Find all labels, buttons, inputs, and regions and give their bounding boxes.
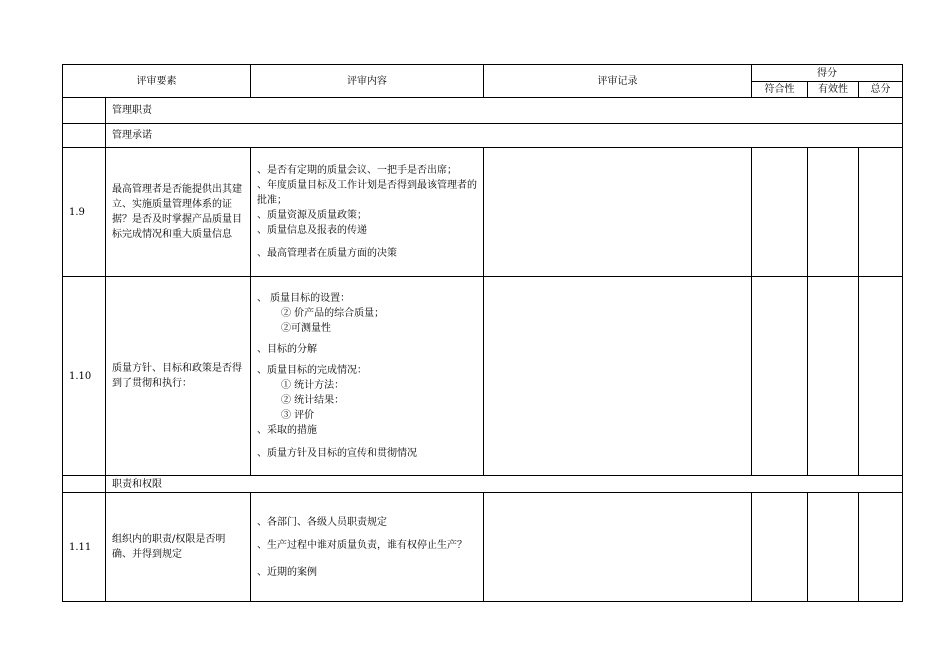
section-number	[63, 476, 106, 493]
section-title: 管理承诺	[106, 124, 903, 148]
header-record: 评审记录	[484, 65, 752, 98]
table-row	[63, 277, 903, 476]
table-row	[63, 148, 903, 277]
item-effectiveness	[808, 493, 859, 602]
header-row	[63, 65, 903, 82]
content-line: 、是否有定期的质量会议、一把手是否出席；	[257, 165, 457, 176]
section-title: 管理职责	[106, 98, 903, 124]
item-conformity	[752, 493, 808, 602]
item-content	[251, 277, 484, 476]
item-record	[484, 148, 752, 277]
header-total: 总分	[859, 82, 903, 98]
item-element: 组织内的职责/权限是否明确、并得到规定	[106, 493, 251, 602]
item-total	[859, 277, 903, 476]
item-element: 最高管理者是否能提供出其建立、实施质量管理体系的证据？是否及时掌握产品质量目标完成情况和重大质量信息	[106, 148, 251, 277]
item-number: 1.10	[63, 277, 106, 476]
section-number	[63, 124, 106, 148]
content-line: 、各部门、各级人员职责规定	[257, 516, 387, 528]
item-total	[859, 148, 903, 277]
header-content: 评审内容	[251, 65, 484, 98]
item-effectiveness	[808, 148, 859, 277]
item-conformity	[752, 148, 808, 277]
section-number	[63, 98, 106, 124]
section-row	[63, 98, 903, 124]
content-line: 、质量方针及目标的宣传和贯彻情况	[257, 448, 417, 459]
item-effectiveness	[808, 277, 859, 476]
header-effectiveness: 有效性	[808, 82, 859, 98]
content-line: ② 价产品的综合质量；	[281, 308, 385, 319]
content-line: 、近期的案例	[257, 566, 317, 578]
item-record	[484, 277, 752, 476]
item-number: 1.9	[63, 148, 106, 277]
item-total	[859, 493, 903, 602]
item-content	[251, 148, 484, 277]
content-line: 、质量资源及质量政策；	[257, 210, 367, 221]
item-content	[251, 493, 484, 602]
item-element: 质量方针、目标和政策是否得到了贯彻和执行：	[106, 277, 251, 476]
table-row	[63, 493, 903, 602]
content-line: 、最高管理者在质量方面的决策	[257, 248, 397, 259]
audit-table	[62, 64, 903, 602]
content-line: 、 质量目标的设置：	[257, 293, 351, 304]
section-title: 职责和权限	[106, 476, 903, 493]
content-line: 、质量目标的完成情况：	[257, 365, 367, 376]
item-conformity	[752, 277, 808, 476]
content-line: ③ 评价	[281, 410, 315, 421]
content-line: 、年度质量目标及工作计划是否得到最该管理者的批准；	[257, 180, 477, 206]
content-line: ②可测量性	[281, 323, 331, 334]
item-record	[484, 493, 752, 602]
section-row	[63, 476, 903, 493]
content-line: 、质量信息及报表的传递	[257, 225, 367, 236]
content-line: ① 统计方法：	[281, 380, 345, 391]
section-row	[63, 124, 903, 148]
item-number: 1.11	[63, 493, 106, 602]
content-line: 、采取的措施	[257, 425, 317, 436]
content-line: 、目标的分解	[257, 344, 317, 355]
content-line: 、生产过程中谁对质量负责，谁有权停止生产？	[257, 539, 467, 551]
header-score: 得分	[752, 65, 903, 82]
header-conformity: 符合性	[752, 82, 808, 98]
header-element: 评审要素	[63, 65, 251, 98]
content-line: ② 统计结果：	[281, 395, 345, 406]
